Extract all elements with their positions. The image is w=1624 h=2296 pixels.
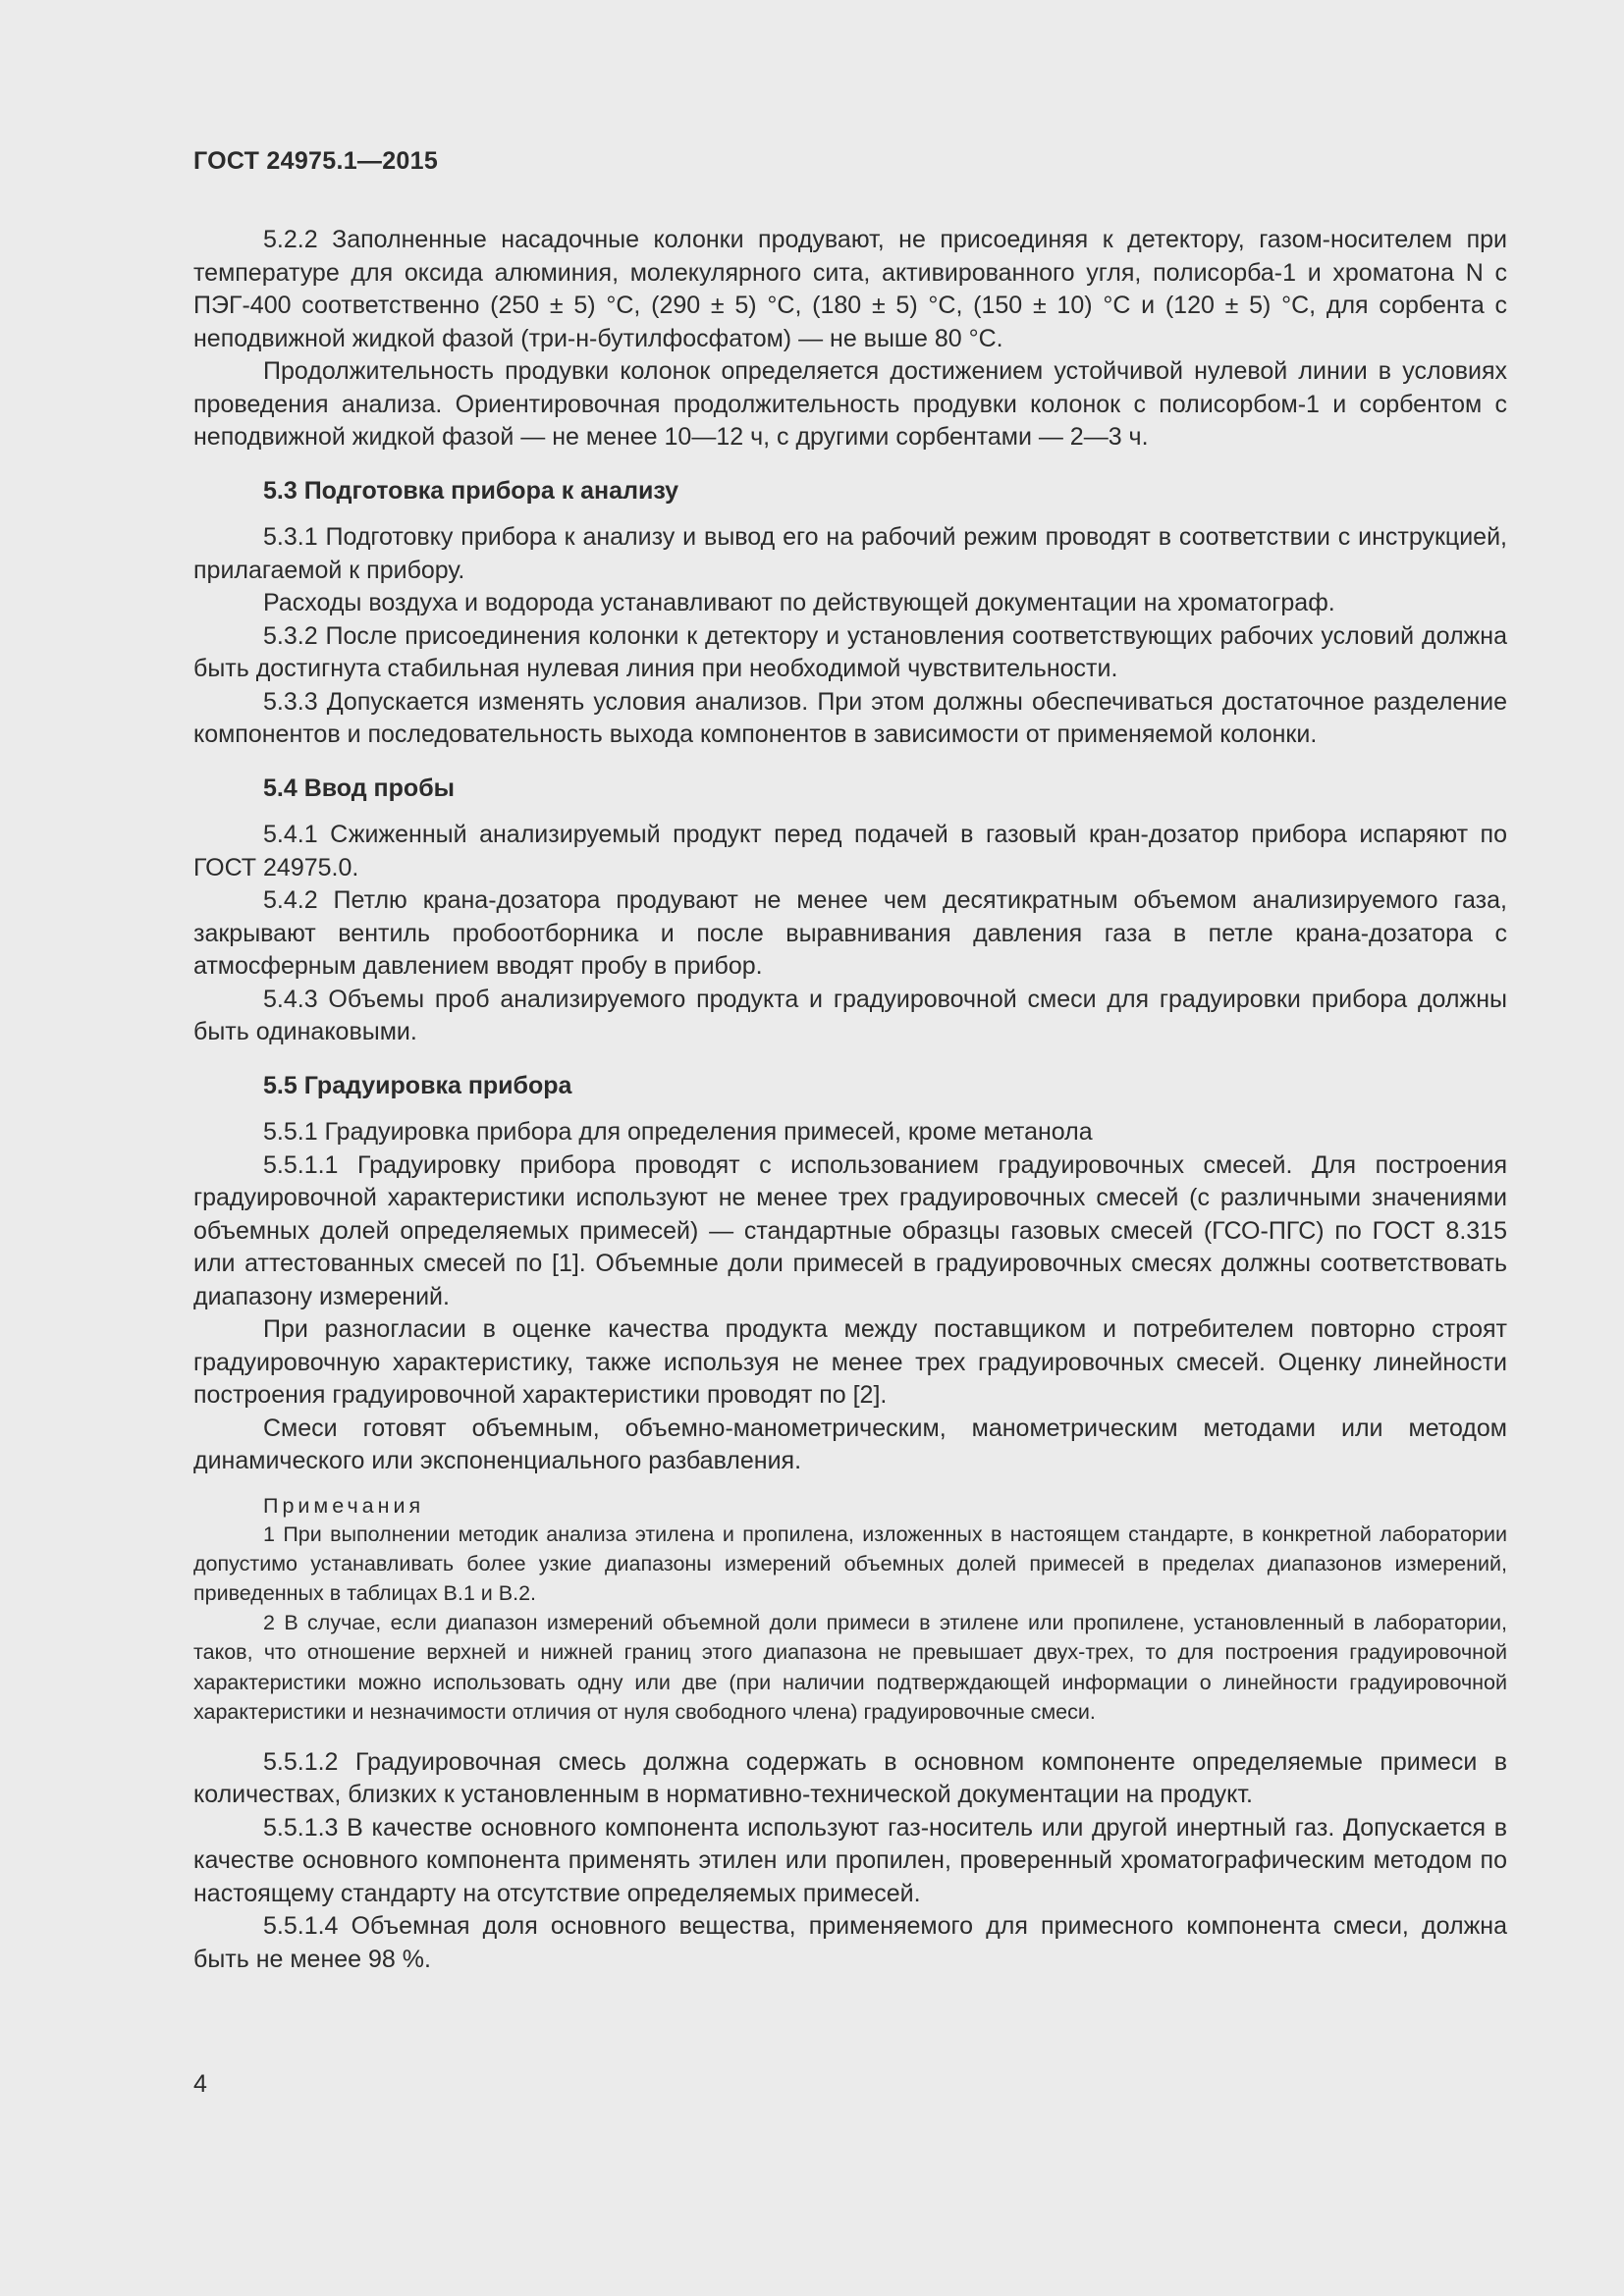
paragraph: 5.4.2 Петлю крана-дозатора продувают не менее чем десятикратным объемом анализируемого газа, закрывают вентиль пробоотборника и после выравнивания давления газа в петле крана-дозатора с атмосферным давлением вводят пробу в прибор. [193,886,1507,980]
paragraph: 5.5.1.4 Объемная доля основного вещества, применяемого для примесного компонента смеси, должна быть не менее 98 %. [193,1912,1507,1973]
section-heading: 5.5 Градуировка прибора [263,1071,572,1099]
section-heading: 5.3 Подготовка прибора к анализу [263,476,679,505]
paragraph: 5.4.3 Объемы проб анализируемого продукта и градуировочной смеси для градуировки прибора должны быть одинаковыми. [193,985,1507,1045]
paragraph: 5.2.2 Заполненные насадочные колонки продувают, не присоединяя к детектору, газом-носителем при температуре для оксида алюминия, молекулярного сита, активированного угля, полисорба-1 и хроматона N с ПЭГ-400 соответственно (250 ± 5) °С, (290 ± 5) °С, (180 ± 5) °С, (150 ± 10) °С и (120 ± 5) °С, для сорбента с неподвижной жидкой фазой (три-н-бутилфосфатом) — не выше 80 °С. [193,226,1507,352]
paragraph: 5.5.1.2 Градуировочная смесь должна содержать в основном компоненте определяемые примеси в количествах, близких к установленным в нормативно-технической документации на продукт. [193,1747,1507,1809]
paragraph: 5.5.1.3 В качестве основного компонента используют газ-носитель или другой инертный газ. Допускается в качестве основного компонента применять этилен или пропилен, проверенный хроматографическим методом по настоящему стандарту на отсутствие определяемых примесей. [193,1813,1507,1907]
paragraph: 5.5.1.1 Градуировку прибора проводят с использованием градуировочных смесей. Для построения градуировочной характеристики используют не менее трех градуировочных смесей (с различными значениями объемных долей определяемых примесей) — стандартные образцы газовых смесей (ГСО-ПГС) по ГОСТ 8.315 или аттестованных смесей по [1]. Объемные доли примесей в градуировочных смесях должны соответствовать диапазону измерений. [193,1150,1507,1310]
note-paragraph: 2 В случае, если диапазон измерений объемной доли примеси в этилене или пропилене, установленный в лаборатории, таков, что отношение верхней и нижней границ этого диапазона не превышает двух-трех, то для построения градуировочной характеристики можно использовать одну или две (при наличии подтверждающей информации о линейности градуировочной характеристики и незначимости отличия от нуля свободного члена) градуировочные смеси. [193,1611,1507,1724]
notes-heading: Примечания [263,1493,425,1518]
paragraph: Смеси готовят объемным, объемно-манометрическим, манометрическим методами или методом динамического или экспоненциального разбавления. [193,1414,1507,1474]
document-body [193,224,1507,1976]
note-paragraph: 1 При выполнении методик анализа этилена и пропилена, изложенных в настоящем стандарте, в конкретной лаборатории допустимо устанавливать более узкие диапазоны измерений объемных долей примесей в пределах диапазонов измерений, приведенных в таблицах В.1 и В.2. [193,1522,1507,1605]
document-header: ГОСТ 24975.1—2015 [193,147,439,175]
paragraph: Расходы воздуха и водорода устанавливают по действующей документации на хроматограф. [263,589,1335,616]
paragraph: 5.3.1 Подготовку прибора к анализу и вывод его на рабочий режим проводят в соответствии с инструкцией, прилагаемой к прибору. [193,523,1507,584]
paragraph: Продолжительность продувки колонок определяется достижением устойчивой нулевой линии в условиях проведения анализа. Ориентировочная продолжительность продувки колонок с полисорбом-1 и сорбентом с неподвижной жидкой фазой — не менее 10—12 ч, с другими сорбентами — 2—3 ч. [193,357,1507,451]
paragraph: При разногласии в оценке качества продукта между поставщиком и потребителем повторно строят градуировочную характеристику, также используя не менее трех градуировочных смесей. Оценку линейности построения градуировочной характеристики проводят по [2]. [193,1315,1507,1409]
paragraph: 5.3.3 Допускается изменять условия анализов. При этом должны обеспечиваться достаточное разделение компонентов и последовательность выхода компонентов в зависимости от применяемой колонки. [193,687,1507,748]
paragraph: 5.4.1 Сжиженный анализируемый продукт перед подачей в газовый кран-дозатор прибора испаряют по ГОСТ 24975.0. [193,821,1507,881]
page-number: 4 [193,2070,207,2098]
section-heading: 5.4 Ввод пробы [263,774,455,802]
paragraph: 5.3.2 После присоединения колонки к детектору и установления соответствующих рабочих условий должна быть достигнута стабильная нулевая линия при необходимой чувствительности. [193,621,1507,682]
paragraph: 5.5.1 Градуировка прибора для определения примесей, кроме метанола [263,1118,1093,1146]
